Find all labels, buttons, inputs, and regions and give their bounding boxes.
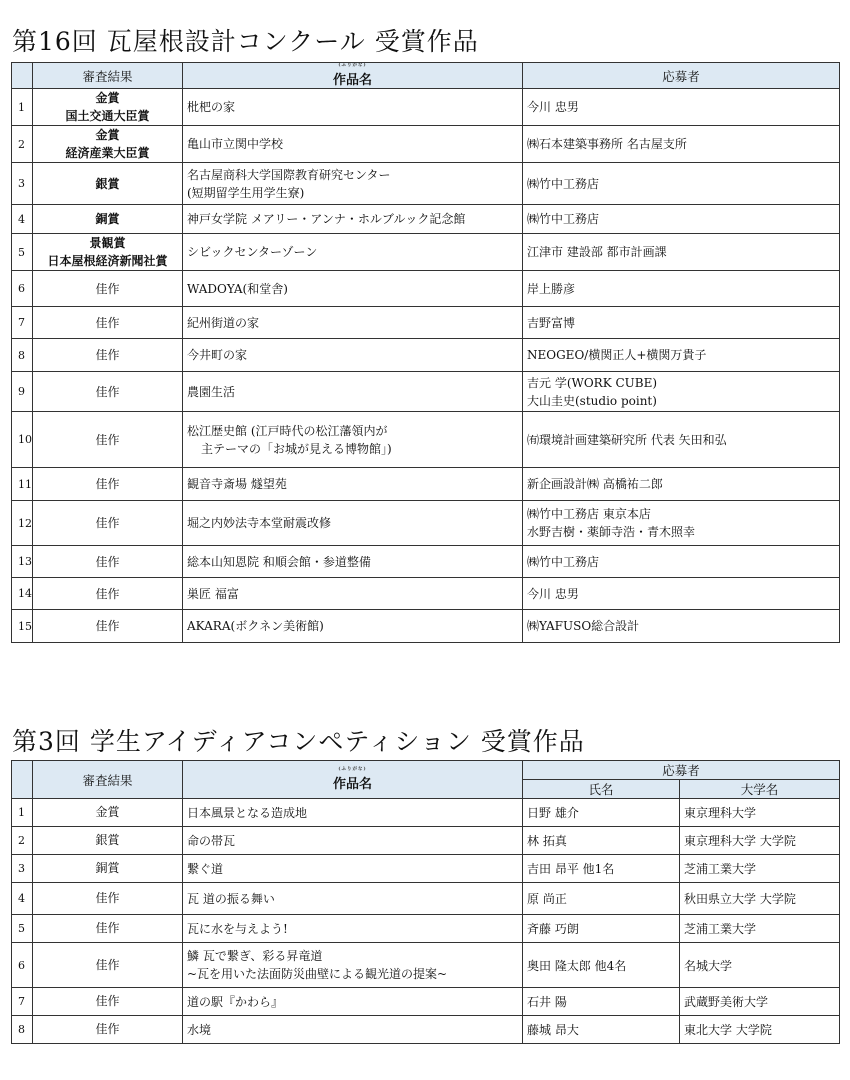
applicant-name: ㈱竹中工務店: [527, 176, 600, 191]
header-applicant: 応募者: [523, 63, 840, 89]
work-cell: [183, 827, 523, 855]
row-number: 6: [12, 943, 33, 988]
applicant-name: 水野吉樹・薬師寺浩・青木照幸: [527, 525, 696, 539]
row-number: 2: [12, 126, 33, 163]
table-row: [12, 89, 840, 126]
header-name: 氏名: [523, 780, 680, 799]
result-cell: 佳作: [33, 1016, 183, 1044]
applicant-cell: [523, 205, 840, 234]
work-cell: [183, 501, 523, 546]
applicant-name: 新企画設計㈱ 高橋祐二郎: [527, 477, 663, 491]
table-row: [12, 271, 840, 307]
work-title: 今井町の家: [187, 348, 248, 362]
work-title: 命の帯瓦: [187, 833, 236, 848]
work-title: 瓦に水を与えよう!: [187, 921, 288, 936]
result-cell: 銅賞: [33, 855, 183, 883]
header-work: [183, 63, 523, 89]
header-applicant: 応募者: [523, 761, 840, 780]
result-cell: [33, 89, 183, 126]
work-title: 鱗 瓦で繋ぎ、彩る昇竜道: [187, 949, 323, 963]
applicant-name: ㈲環境計画建築研究所 代表 矢田和弘: [527, 432, 727, 447]
work-title: 巣匠 福富: [187, 586, 239, 601]
result-cell: [33, 339, 183, 372]
work-cell: [183, 546, 523, 578]
result-cell: [33, 468, 183, 501]
table-row: [12, 578, 840, 610]
table-row: [12, 855, 840, 883]
work-title: 繋ぐ道: [187, 861, 224, 876]
work-cell: [183, 372, 523, 412]
applicant-name: ㈱竹中工務店: [527, 212, 600, 226]
header-work-label: 作品名: [332, 777, 372, 792]
row-number: 3: [12, 855, 33, 883]
work-cell: [183, 412, 523, 468]
result-text: 銀賞: [95, 176, 120, 191]
table-row: [12, 163, 840, 205]
applicant-cell: [523, 163, 840, 205]
row-number: 4: [12, 205, 33, 234]
work-cell: [183, 883, 523, 915]
result-text: 佳作: [95, 281, 120, 296]
result-text: 銅賞: [95, 212, 120, 226]
table-row: [12, 339, 840, 372]
work-title: 堀之内妙法寺本堂耐震改修: [187, 516, 332, 530]
result-cell: [33, 501, 183, 546]
applicant-name: ㈱竹中工務店: [527, 554, 600, 569]
work-cell: [183, 610, 523, 643]
result-text: 佳作: [95, 315, 120, 330]
table2-header-row: [12, 761, 840, 780]
row-number: 8: [12, 1016, 33, 1044]
row-number: 1: [12, 799, 33, 827]
work-cell: [183, 855, 523, 883]
applicant-cell: [523, 271, 840, 307]
work-cell: [183, 126, 523, 163]
student-name-cell: 斉藤 巧朗: [523, 915, 680, 943]
applicant-name: 吉野富博: [527, 315, 576, 330]
result-cell: 佳作: [33, 883, 183, 915]
header-work: [183, 761, 523, 799]
applicant-cell: [523, 501, 840, 546]
row-number: 10: [12, 412, 33, 468]
work-cell: [183, 578, 523, 610]
result-text: 佳作: [95, 348, 120, 362]
result-cell: [33, 234, 183, 271]
result-text: 経済産業大臣賞: [65, 146, 150, 160]
applicant-cell: [523, 610, 840, 643]
result-cell: 佳作: [33, 915, 183, 943]
result-cell: [33, 546, 183, 578]
work-title: 松江歴史館 (江戸時代の松江藩領内が: [187, 423, 388, 438]
work-title: 総本山知恩院 和順会館・参道整備: [187, 554, 371, 569]
header-number: [12, 761, 33, 799]
table-row: [12, 468, 840, 501]
applicant-cell: [523, 468, 840, 501]
applicant-cell: [523, 126, 840, 163]
work-title: 観音寺斎場 燧望苑: [187, 477, 287, 491]
work-title: 道の駅『かわら』: [187, 994, 284, 1009]
header-result: 審査結果: [33, 63, 183, 89]
work-title: 農園生活: [187, 384, 236, 399]
result-cell: [33, 610, 183, 643]
table-row: [12, 915, 840, 943]
work-title: 瓦 道の振る舞い: [187, 891, 275, 906]
row-number: 13: [12, 546, 33, 578]
work-cell: [183, 468, 523, 501]
row-number: 5: [12, 234, 33, 271]
row-number: 12: [12, 501, 33, 546]
work-title: 名古屋商科大学国際教育研究センター: [187, 167, 391, 182]
work-title: 日本風景となる造成地: [187, 805, 308, 820]
work-cell: [183, 915, 523, 943]
university-cell: 武蔵野美術大学: [680, 988, 840, 1016]
work-cell: [183, 89, 523, 126]
table-row: [12, 827, 840, 855]
applicant-name: 今川 忠男: [527, 100, 579, 114]
applicant-cell: [523, 578, 840, 610]
award-table-2: [11, 760, 840, 1044]
work-title: (短期留学生用学生寮): [187, 185, 305, 200]
table-row: [12, 546, 840, 578]
result-cell: [33, 578, 183, 610]
table-row: [12, 126, 840, 163]
row-number: 1: [12, 89, 33, 126]
work-title: シビックセンターゾーン: [187, 245, 318, 259]
header-work-ruby: (ふりがな): [338, 63, 367, 68]
work-cell: [183, 988, 523, 1016]
work-title: AKARA(ボクネン美術館): [187, 619, 324, 633]
work-title: ~瓦を用いた法面防災曲壁による観光道の提案~: [187, 967, 448, 981]
row-number: 14: [12, 578, 33, 610]
result-cell: [33, 126, 183, 163]
result-text: 佳作: [95, 586, 120, 601]
row-number: 5: [12, 915, 33, 943]
work-cell: [183, 234, 523, 271]
student-name-cell: 藤城 昂大: [523, 1016, 680, 1044]
result-cell: [33, 271, 183, 307]
header-university: 大学名: [680, 780, 840, 799]
work-cell: [183, 271, 523, 307]
result-text: 金賞: [95, 91, 120, 105]
row-number: 15: [12, 610, 33, 643]
university-cell: 東北大学 大学院: [680, 1016, 840, 1044]
result-cell: [33, 307, 183, 339]
result-text: 佳作: [95, 432, 120, 447]
applicant-cell: [523, 412, 840, 468]
result-text: 佳作: [95, 477, 120, 491]
work-title: 主テーマの「お城が見える博物館」): [201, 441, 392, 456]
table-row: [12, 205, 840, 234]
student-name-cell: 林 拓真: [523, 827, 680, 855]
header-work-label: 作品名: [332, 73, 372, 88]
university-cell: 東京理科大学: [680, 799, 840, 827]
work-title: 神戸女学院 メアリー・アンナ・ホルブルック記念館: [187, 212, 466, 226]
student-name-cell: 日野 雄介: [523, 799, 680, 827]
row-number: 7: [12, 307, 33, 339]
result-cell: 金賞: [33, 799, 183, 827]
university-cell: 芝浦工業大学: [680, 855, 840, 883]
university-cell: 秋田県立大学 大学院: [680, 883, 840, 915]
table-row: [12, 943, 840, 988]
applicant-cell: [523, 546, 840, 578]
work-cell: [183, 799, 523, 827]
applicant-name: 大山圭史(studio point): [527, 393, 657, 408]
university-cell: 東京理科大学 大学院: [680, 827, 840, 855]
result-cell: [33, 163, 183, 205]
applicant-name: 江津市 建設部 都市計画課: [527, 245, 667, 259]
result-cell: 佳作: [33, 988, 183, 1016]
header-result: 審査結果: [33, 761, 183, 799]
applicant-cell: [523, 372, 840, 412]
result-cell: 佳作: [33, 943, 183, 988]
row-number: 7: [12, 988, 33, 1016]
table-row: [12, 501, 840, 546]
university-cell: 名城大学: [680, 943, 840, 988]
applicant-name: ㈱石本建築事務所 名古屋支所: [527, 137, 687, 151]
table-row: [12, 988, 840, 1016]
table-row: [12, 307, 840, 339]
row-number: 11: [12, 468, 33, 501]
row-number: 3: [12, 163, 33, 205]
table-row: [12, 1016, 840, 1044]
applicant-name: 岸上勝彦: [527, 281, 576, 296]
header-work-ruby: (ふりがな): [338, 767, 367, 772]
work-cell: [183, 339, 523, 372]
student-name-cell: 奥田 隆太郎 他4名: [523, 943, 680, 988]
applicant-cell: [523, 234, 840, 271]
table-row: [12, 883, 840, 915]
row-number: 9: [12, 372, 33, 412]
section2-title: 第3回 学生アイディアコンペティション 受賞作品: [12, 727, 585, 756]
row-number: 2: [12, 827, 33, 855]
applicant-cell: [523, 307, 840, 339]
applicant-cell: [523, 339, 840, 372]
result-text: 金賞: [95, 128, 120, 142]
applicant-name: 吉元 学(WORK CUBE): [527, 375, 658, 390]
section1-title: 第16回 瓦屋根設計コンクール 受賞作品: [12, 27, 479, 56]
result-text: 国土交通大臣賞: [65, 109, 150, 123]
result-text: 日本屋根経済新聞社賞: [47, 254, 168, 268]
table-row: [12, 372, 840, 412]
row-number: 4: [12, 883, 33, 915]
table-row: [12, 234, 840, 271]
work-cell: [183, 943, 523, 988]
work-cell: [183, 1016, 523, 1044]
result-text: 佳作: [95, 619, 120, 633]
student-name-cell: 石井 陽: [523, 988, 680, 1016]
table-row: [12, 799, 840, 827]
header-number: [12, 63, 33, 89]
row-number: 8: [12, 339, 33, 372]
applicant-name: ㈱YAFUSO総合設計: [527, 619, 640, 633]
work-cell: [183, 163, 523, 205]
result-cell: [33, 412, 183, 468]
result-cell: [33, 372, 183, 412]
result-text: 佳作: [95, 516, 120, 530]
work-cell: [183, 205, 523, 234]
applicant-name: ㈱竹中工務店 東京本店: [527, 507, 651, 521]
table-row: [12, 610, 840, 643]
applicant-cell: [523, 89, 840, 126]
table-row: [12, 412, 840, 468]
university-cell: 芝浦工業大学: [680, 915, 840, 943]
student-name-cell: 吉田 昂平 他1名: [523, 855, 680, 883]
row-number: 6: [12, 271, 33, 307]
work-cell: [183, 307, 523, 339]
work-title: 紀州街道の家: [187, 315, 260, 330]
student-name-cell: 原 尚正: [523, 883, 680, 915]
award-table-1: [11, 62, 840, 643]
result-text: 佳作: [95, 384, 120, 399]
work-title: WADOYA(和堂舎): [187, 281, 288, 296]
table1-header-row: [12, 63, 840, 89]
result-cell: 銀賞: [33, 827, 183, 855]
work-title: 水境: [187, 1022, 212, 1037]
work-title: 亀山市立関中学校: [187, 137, 284, 151]
result-text: 景観賞: [89, 236, 126, 250]
result-text: 佳作: [95, 554, 120, 569]
result-cell: [33, 205, 183, 234]
applicant-name: 今川 忠男: [527, 586, 579, 601]
work-title: 枇杷の家: [187, 100, 236, 114]
applicant-name: NEOGEO/横関正人+横関万貴子: [527, 348, 707, 362]
